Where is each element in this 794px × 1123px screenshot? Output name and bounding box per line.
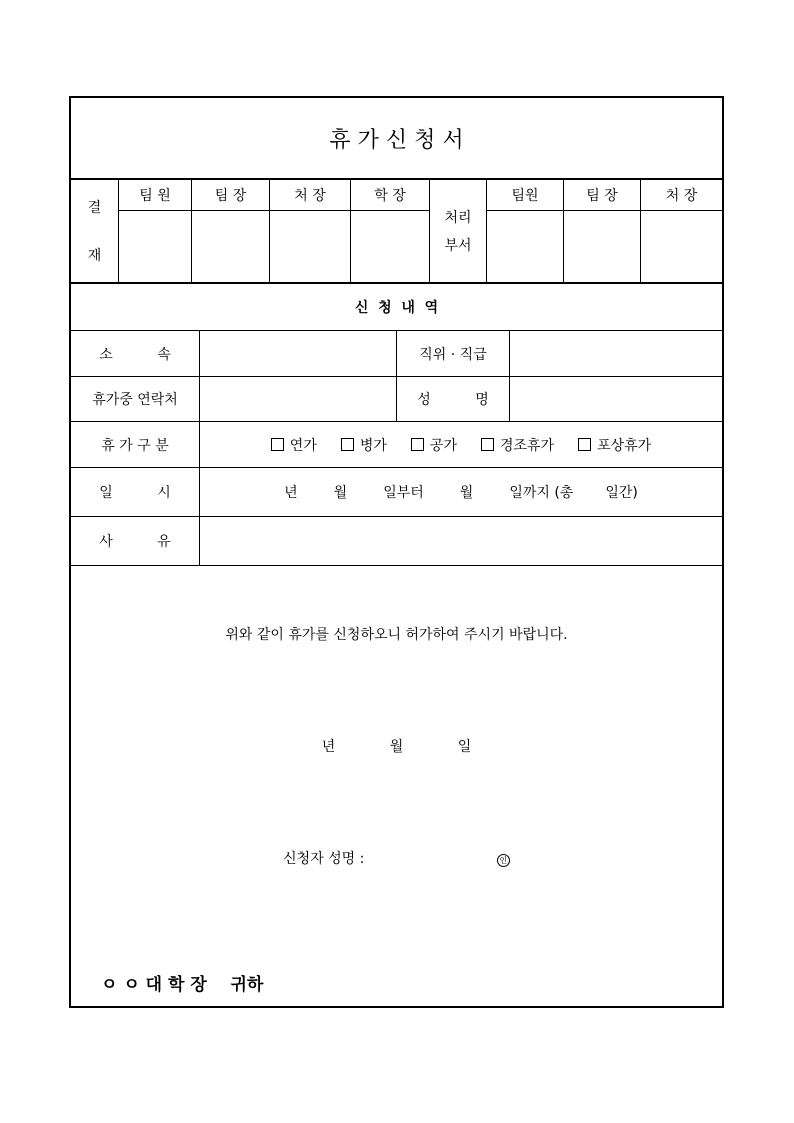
dept-signature-box-director[interactable] [640,211,722,282]
row-dates [71,468,722,517]
role-label: 팀원 [511,188,539,204]
date-line [71,736,722,756]
name-input[interactable] [509,377,722,421]
date-total-label: 일간) [605,485,638,501]
option-label: 연가 [289,437,317,454]
checkbox[interactable] [411,438,424,451]
leave-option-sick[interactable] [341,435,387,455]
label-text: 사 유 [99,534,171,550]
form-title: 휴 가 신 청 서 [329,127,464,153]
approval-block [71,180,722,284]
signature-box-team-leader[interactable] [191,211,269,282]
seal-mark: 인 [497,854,510,867]
approval-label-bottom: 재 [87,248,102,264]
signature-box-team-member[interactable] [118,211,191,282]
checkbox[interactable] [341,438,354,451]
addressee: ㅇ ㅇ 대 학 장 귀하 [101,975,264,995]
affiliation-input[interactable] [200,331,396,376]
label-text: 휴가중 연락처 [92,392,178,408]
option-label: 공가 [429,437,457,454]
checkbox[interactable] [481,438,494,451]
leave-type-label [71,422,200,467]
reason-input[interactable] [200,517,722,565]
label-text: 일 시 [99,485,171,501]
row-reason [71,517,722,566]
role-label: 학 장 [374,188,406,204]
approval-label-top: 결 [87,200,102,216]
label-text: 소 속 [99,346,171,363]
date-month-label: 월 [333,485,348,501]
option-label: 포상휴가 [597,437,652,454]
date-year-label: 년 [284,485,298,501]
date-from-label: 일부터 [383,485,424,501]
label-text: 성 명 [417,392,489,408]
leave-application-form [69,96,724,1008]
date-line-month: 월 [389,739,404,755]
approval-role-director [269,180,350,211]
option-label: 병가 [359,437,387,454]
name-label [396,377,509,421]
approval-role-dean [350,180,429,211]
label-text: 직위 · 직급 [419,346,487,363]
position-label [396,331,509,376]
dept-role-team-member [486,180,563,211]
leave-option-official[interactable] [411,435,457,455]
leave-option-reward[interactable] [578,435,651,455]
leave-option-annual[interactable] [271,435,317,455]
date-until-label: 일까지 (총 [509,485,574,501]
role-label: 팀 원 [139,188,171,204]
row-leave-type [71,422,722,468]
row-affiliation [71,331,722,377]
role-label: 팀 장 [214,188,247,204]
dept-role-director [640,180,722,211]
date-month2-label: 월 [459,485,474,501]
signature-box-dean[interactable] [350,211,429,282]
role-label: 처 장 [665,188,698,204]
approval-label [71,180,118,282]
section-header [71,284,722,331]
checkbox[interactable] [578,438,591,451]
applicant-label: 신청자 성명 : [283,851,365,867]
dept-signature-box-team-member[interactable] [486,211,563,282]
processing-dept-label-2: 부서 [444,238,472,254]
option-label: 경조휴가 [499,437,555,454]
date-line-day: 일 [457,739,472,755]
checkbox[interactable] [271,438,284,451]
dates-label [71,468,200,516]
position-input[interactable] [509,331,722,376]
row-contact [71,377,722,422]
dept-role-team-leader [563,180,640,211]
approval-role-team-leader [191,180,269,211]
processing-dept-label [429,180,486,282]
approval-role-team-member [118,180,191,211]
contact-input[interactable] [200,377,396,421]
contact-label [71,377,200,421]
applicant-line [71,848,722,868]
leave-type-options [200,422,722,467]
date-line-year: 년 [321,739,336,755]
role-label: 처 장 [294,188,326,204]
reason-label [71,517,200,565]
leave-option-family-event[interactable] [481,435,554,455]
signature-box-director[interactable] [269,211,350,282]
processing-dept-label-1: 처리 [444,210,472,226]
title-row [71,98,722,180]
label-text: 휴 가 구 분 [101,437,169,454]
affiliation-label [71,331,200,376]
dept-signature-box-team-leader[interactable] [563,211,640,282]
role-label: 팀 장 [586,188,618,204]
request-statement: 위와 같이 휴가를 신청하오니 허가하여 주시기 바랍니다. [225,627,568,643]
section-title: 신 청 내 역 [354,300,439,316]
dates-input[interactable] [200,468,722,516]
